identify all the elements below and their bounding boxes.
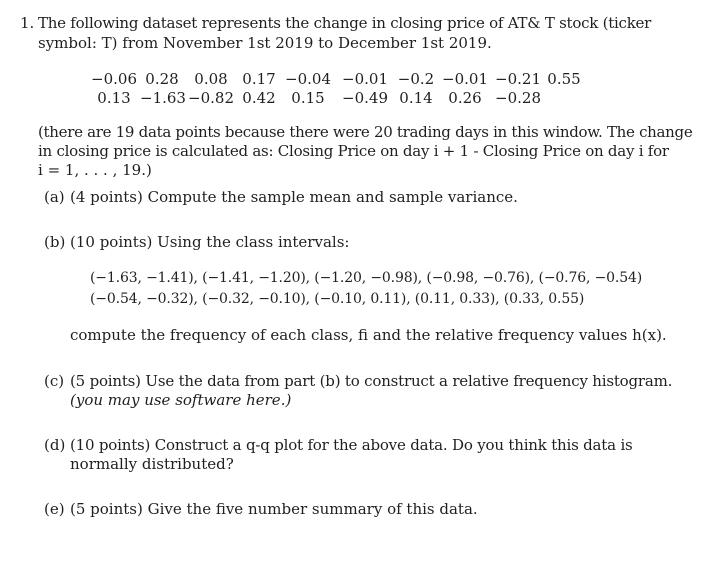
dataset-row-2 (88, 89, 544, 108)
data-value: −0.01 (442, 70, 488, 88)
part-c-note: (you may use software here.) (70, 391, 292, 409)
data-value: −0.21 (495, 70, 541, 88)
note-line1: (there are 19 data points because there were 20 trading days in this window. The change (38, 123, 693, 141)
data-value: −0.2 (397, 70, 435, 88)
data-value: −0.82 (188, 89, 234, 107)
part-c-text: (5 points) Use the data from part (b) to construct a relative frequency histogram. (70, 372, 673, 390)
data-value: 0.08 (194, 70, 228, 88)
data-value: −0.28 (495, 89, 541, 107)
part-b-label: (b) (44, 233, 66, 251)
part-b-followup: compute the frequency of each class, fi and the relative frequency values h(x). (70, 326, 667, 344)
problem-intro-line1: The following dataset represents the change in closing price of AT& T stock (ticker (38, 14, 652, 32)
part-c-label: (c) (44, 372, 65, 390)
class-intervals-line2: (−0.54, −0.32), (−0.32, −0.10), (−0.10, 0.11), (0.11, 0.33), (0.33, 0.55) (90, 291, 585, 307)
data-value: 0.15 (291, 89, 325, 107)
note-line3: i = 1, . . . , 19.) (38, 161, 152, 179)
part-d-text-line1: (10 points) Construct a q-q plot for the above data. Do you think this data is (70, 436, 633, 454)
data-value: −0.01 (342, 70, 388, 88)
data-value: 0.13 (97, 89, 131, 107)
data-value: 0.55 (547, 70, 581, 88)
data-value: 0.14 (399, 89, 433, 107)
data-value: −1.63 (140, 89, 186, 107)
data-value: −0.04 (285, 70, 331, 88)
data-value: 0.17 (242, 70, 276, 88)
data-value: 0.28 (145, 70, 179, 88)
part-e-label: (e) (44, 500, 65, 518)
part-d-text-line2: normally distributed? (70, 455, 234, 473)
part-b-text: (10 points) Using the class intervals: (70, 233, 350, 251)
part-e-text: (5 points) Give the five number summary of this data. (70, 500, 478, 518)
data-value: 0.26 (448, 89, 482, 107)
data-value: 0.42 (242, 89, 276, 107)
problem-number: 1. (20, 14, 35, 32)
dataset-row-1 (88, 70, 584, 89)
data-value: −0.49 (342, 89, 388, 107)
note-line2: in closing price is calculated as: Closing Price on day i + 1 - Closing Price on day i for (38, 142, 669, 160)
part-a-label: (a) (44, 188, 65, 206)
part-d-label: (d) (44, 436, 66, 454)
part-a-text: (4 points) Compute the sample mean and sample variance. (70, 188, 518, 206)
class-intervals-line1: (−1.63, −1.41), (−1.41, −1.20), (−1.20, −0.98), (−0.98, −0.76), (−0.76, −0.54) (90, 270, 643, 286)
data-value: −0.06 (91, 70, 137, 88)
problem-intro-line2: symbol: T) from November 1st 2019 to December 1st 2019. (38, 34, 492, 52)
